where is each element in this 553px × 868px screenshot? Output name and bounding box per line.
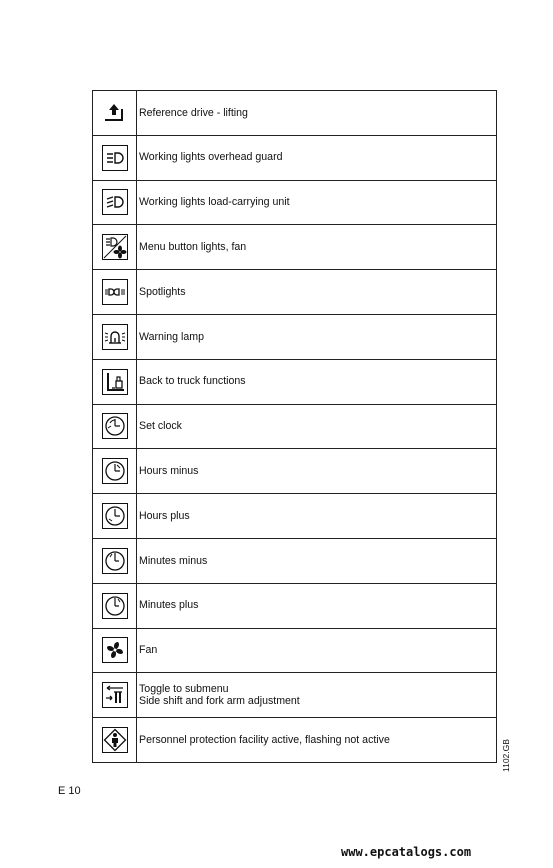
symbol-table bbox=[92, 90, 497, 763]
warning-lamp-icon bbox=[102, 324, 128, 350]
row-label: Warning lamp bbox=[139, 330, 204, 343]
reference-drive-lifting-icon bbox=[102, 100, 128, 126]
table-row bbox=[93, 91, 497, 136]
row-label: Fan bbox=[139, 644, 158, 657]
row-label: Working lights overhead guard bbox=[139, 151, 283, 164]
table-row bbox=[93, 494, 497, 539]
table-row bbox=[93, 225, 497, 270]
table-row bbox=[93, 718, 497, 763]
fan-icon bbox=[102, 637, 128, 663]
hours-plus-icon bbox=[102, 503, 128, 529]
table-row bbox=[93, 449, 497, 494]
watermark-url[interactable]: www.epcatalogs.com bbox=[341, 845, 472, 859]
symbol-table-body bbox=[93, 91, 497, 763]
working-lights-overhead-guard-icon bbox=[102, 145, 128, 171]
toggle-submenu-icon bbox=[102, 682, 128, 708]
table-row bbox=[93, 359, 497, 404]
page-number: E 10 bbox=[58, 785, 81, 797]
row-label: Minutes plus bbox=[139, 599, 199, 612]
row-label: Hours minus bbox=[139, 465, 199, 478]
table-row bbox=[93, 628, 497, 673]
minutes-plus-icon bbox=[102, 593, 128, 619]
table-row bbox=[93, 270, 497, 315]
row-label: Set clock bbox=[139, 420, 182, 433]
row-label-line-2: Side shift and fork arm adjustment bbox=[139, 695, 300, 708]
row-label: Reference drive - lifting bbox=[139, 106, 248, 119]
table-row bbox=[93, 314, 497, 359]
table-row bbox=[93, 135, 497, 180]
row-label: Back to truck functions bbox=[139, 375, 246, 388]
row-label: Minutes minus bbox=[139, 554, 208, 567]
table-row bbox=[93, 673, 497, 718]
row-label: Spotlights bbox=[139, 285, 186, 298]
menu-lights-fan-icon bbox=[102, 234, 128, 260]
back-to-truck-functions-icon bbox=[102, 369, 128, 395]
table-row bbox=[93, 583, 497, 628]
row-label: Working lights load-carrying unit bbox=[139, 196, 290, 209]
row-label: Personnel protection facility active, flashing not active bbox=[139, 733, 390, 746]
row-label: Hours plus bbox=[139, 509, 190, 522]
hours-minus-icon bbox=[102, 458, 128, 484]
minutes-minus-icon bbox=[102, 548, 128, 574]
table-row bbox=[93, 538, 497, 583]
document-code: 1102.GB bbox=[501, 739, 511, 772]
working-lights-load-carrying-unit-icon bbox=[102, 189, 128, 215]
personnel-protection-icon bbox=[102, 727, 128, 753]
table-row bbox=[93, 404, 497, 449]
spotlights-icon bbox=[102, 279, 128, 305]
row-label: Menu button lights, fan bbox=[139, 241, 247, 254]
row-label: Toggle to submenu bbox=[139, 682, 229, 695]
table-row bbox=[93, 180, 497, 225]
set-clock-icon bbox=[102, 413, 128, 439]
